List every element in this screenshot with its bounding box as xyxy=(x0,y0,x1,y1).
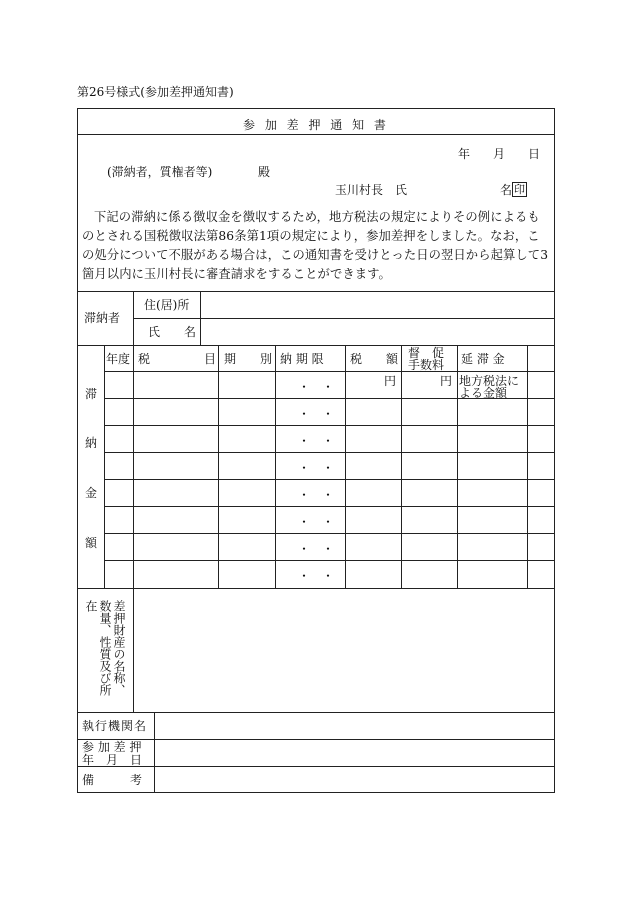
amount-yen-unit: 円 xyxy=(384,374,397,388)
date-year-label: 年 xyxy=(458,147,471,161)
deadline-dots: ・ ・ xyxy=(298,380,335,394)
deadline-dots: ・ ・ xyxy=(298,434,335,448)
addressee-label: (滞納者，質権者等) xyxy=(107,165,213,179)
deadline-dots: ・ ・ xyxy=(298,542,335,556)
deadline-dots: ・ ・ xyxy=(298,488,335,502)
participation-date-field[interactable] xyxy=(160,742,550,762)
remarks-field[interactable] xyxy=(160,769,550,789)
participation-date-line2: 年 月 日 xyxy=(82,753,143,767)
arrears-side-label-4: 額 xyxy=(85,536,98,550)
late-note-line2: よる金額 xyxy=(459,386,508,400)
header-fee-line1: 督 促 xyxy=(408,346,445,360)
deadline-dots: ・ ・ xyxy=(298,515,335,529)
seized-property-label: 差押財産の名称、数量、性質及び所在 xyxy=(84,600,126,696)
late-note-line1: 地方税法に xyxy=(459,374,520,388)
deadline-dots: ・ ・ xyxy=(298,461,335,475)
form-number: 第26号様式(参加差押通知書) xyxy=(77,85,234,99)
arrears-side-label-1: 滞 xyxy=(85,387,98,401)
header-amount-left: 税 xyxy=(350,352,363,366)
remarks-label: 備 考 xyxy=(82,773,143,787)
date-day-label: 日 xyxy=(528,147,541,161)
arrears-side-label-3: 金 xyxy=(85,486,98,500)
executing-agency-field[interactable] xyxy=(160,715,550,735)
header-late-fee: 延 滞 金 xyxy=(461,352,505,366)
page-title: 参 加 差 押 通 知 書 xyxy=(243,118,389,132)
arrears-side-label-2: 納 xyxy=(85,436,98,450)
header-tax-right: 目 xyxy=(204,352,217,366)
header-period-right: 別 xyxy=(260,352,273,366)
executing-agency-label: 執行機関名 xyxy=(82,719,148,733)
seized-property-field[interactable] xyxy=(138,592,550,708)
address-field[interactable] xyxy=(205,294,550,314)
notice-body: 下記の滞納に係る徴収金を徴収するため，地方税法の規定によりその例によるものとされる国税徴収法第86条第1項の規定により，参加差押をしました。なお，この処分について不服がある場合は，この通知書を受けとった日の翌日から起算して3箇月以内に玉川村長に審査請求をすることができます。 xyxy=(82,210,549,281)
fee-yen-unit: 円 xyxy=(440,374,453,388)
addressee-honorific: 殿 xyxy=(258,165,271,179)
deadline-dots: ・ ・ xyxy=(298,407,335,421)
header-year: 年度 xyxy=(106,352,131,366)
header-period-left: 期 xyxy=(224,352,237,366)
deadline-dots: ・ ・ xyxy=(298,569,335,583)
issuer-name-suffix: 名 xyxy=(500,183,513,197)
address-label: 住(居)所 xyxy=(144,298,190,312)
header-tax-left: 税 xyxy=(138,352,151,366)
seal-stamp: 印 xyxy=(514,183,525,196)
name-field[interactable] xyxy=(205,321,550,341)
name-label: 氏 名 xyxy=(148,325,197,339)
header-amount-right: 額 xyxy=(386,352,399,366)
header-fee-line2: 手数料 xyxy=(408,358,445,372)
taxpayer-label: 滞納者 xyxy=(84,311,121,325)
header-deadline: 納 期 限 xyxy=(280,352,324,366)
date-month-label: 月 xyxy=(493,147,506,161)
issuer-title: 玉川村長 氏 xyxy=(335,183,408,197)
participation-date-line1: 参 加 差 押 xyxy=(82,740,142,754)
